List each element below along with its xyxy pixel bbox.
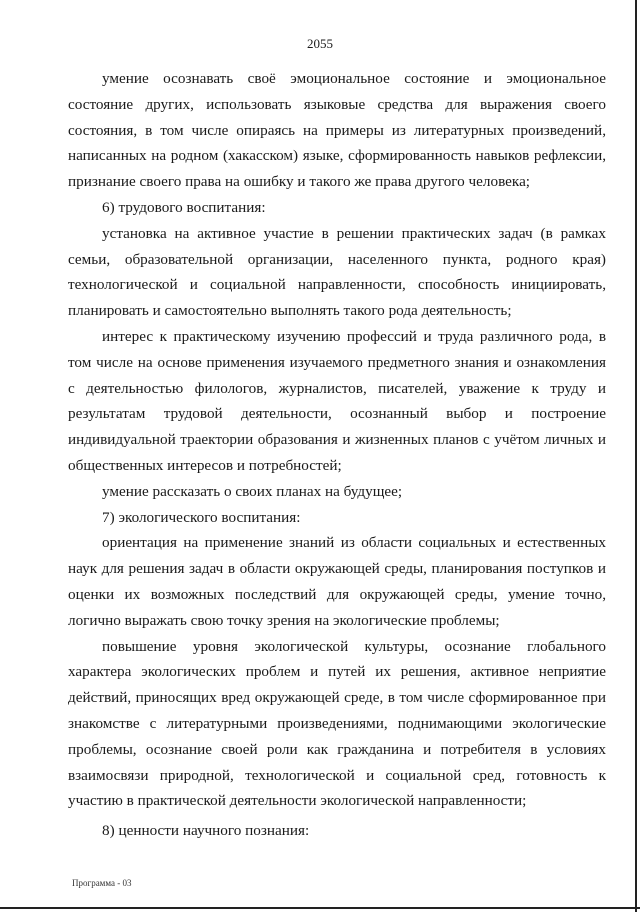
paragraph-practical-tasks: установка на активное участие в решении практических задач (в рамках семьи, образовательной организации, населенного пункта, родного края) технологической и социальной направленности, способность инициировать, планировать и самостоятельно выполнять такого рода деятельность; bbox=[68, 224, 606, 320]
footer-label: Программа - 03 bbox=[72, 878, 132, 888]
scan-edge-bottom bbox=[0, 907, 640, 909]
paragraph-future-plans: умение рассказать о своих планах на будущее; bbox=[102, 482, 403, 500]
heading-ecological-education: 7) экологического воспитания: bbox=[102, 508, 301, 526]
paragraph-ecological-culture: повышение уровня экологической культуры, осознание глобального характера экологических проблем и путей их решения, активное неприятие действий, приносящих вред окружающей среде, в том числе сформированное при знакомстве с литературными произведениями, поднимающими экологические проблемы, осознание своей роли как гражданина и потребителя в условиях взаимосвязи природной, технологической и социальной сред, готовность к участию в практической деятельности экологической направленности; bbox=[68, 637, 606, 810]
body-text bbox=[68, 66, 606, 844]
page-number: 2055 bbox=[307, 36, 333, 51]
paragraph-emotional-awareness: умение осознавать своё эмоциональное состояние и эмоциональное состояние других, использовать языковые средства для выражения своего состояния, в том числе опираясь на примеры из литературных произведений, написанных на родном (хакасском) языке, сформированность навыков рефлексии, признание своего права на ошибку и такого же права другого человека; bbox=[68, 70, 606, 191]
heading-labor-education: 6) трудового воспитания: bbox=[102, 198, 266, 216]
heading-scientific-knowledge: 8) ценности научного познания: bbox=[102, 822, 310, 840]
scan-edge-right bbox=[635, 0, 637, 912]
paragraph-ecology-knowledge: ориентация на применение знаний из области социальных и естественных наук для решения задач в области окружающей среды, планирования поступков и оценки их возможных последствий для окружающей среды, умение точно, логично выражать свою точку зрения на экологические проблемы; bbox=[68, 534, 606, 629]
paragraph-professions-interest: интерес к практическому изучению профессий и труда различного рода, в том числе на основе применения изучаемого предметного знания и ознакомления с деятельностью филологов, журналистов, писателей, уважение к труду и результатам трудовой деятельности, осознанный выбор и построение индивидуальной траектории образования и жизненных планов с учётом личных и общественных интересов и потребностей; bbox=[68, 327, 606, 474]
